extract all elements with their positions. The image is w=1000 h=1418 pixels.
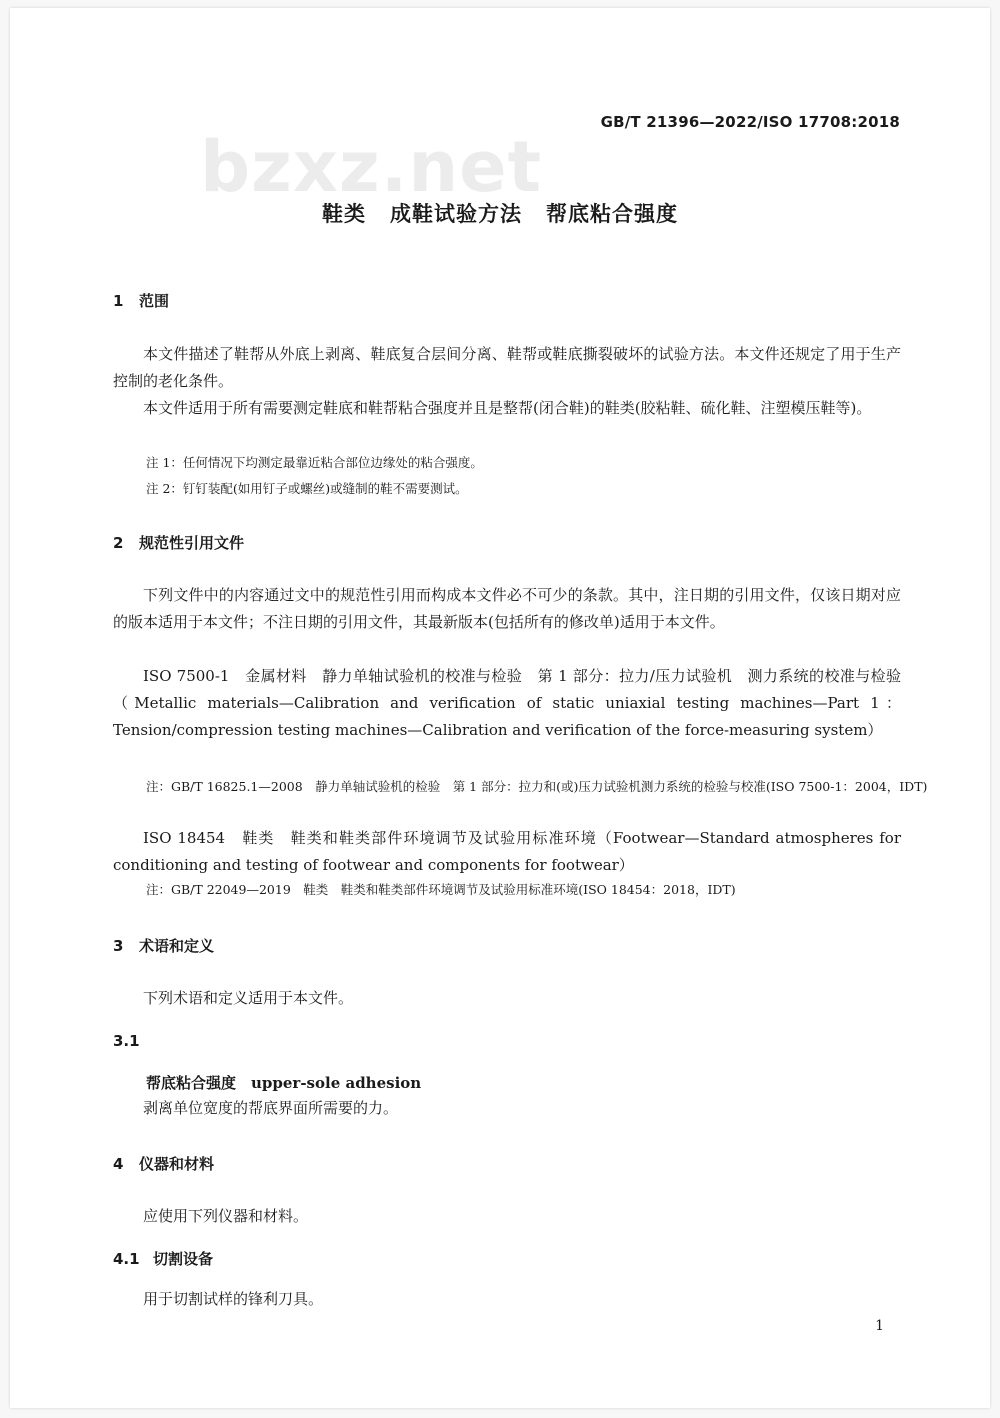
section-3-heading [113, 935, 214, 956]
subsection-4-1-heading [113, 1248, 213, 1269]
subsection-3-1 [113, 1032, 153, 1050]
reference-note-1: 注：GB/T 16825.1—2008 静力单轴试验机的检验 第 1 部分：拉力和(或)压力试验机测力系统的检验与校准(ISO 7500-1：2004，IDT) [146, 779, 928, 794]
subsection-title: 切割设备 [153, 1250, 214, 1268]
title-part-3: 帮底粘合强度 [546, 202, 678, 226]
section-1-heading [113, 290, 169, 311]
section-title: 仪器和材料 [139, 1155, 215, 1173]
section-2-paragraph-1: 下列文件中的内容通过文中的规范性引用而构成本文件必不可少的条款。其中，注日期的引用文件，仅该日期对应的版本适用于本文件；不注日期的引用文件，其最新版本(包括所有的修改单)适用于本文件。 [113, 586, 901, 631]
standard-code: GB/T 21396—2022/ISO 17708:2018 [600, 113, 900, 131]
section-3-paragraph-1: 下列术语和定义适用于本文件。 [143, 989, 354, 1007]
section-1-note-2: 注 2：钉钉装配(如用钉子或螺丝)或缝制的鞋不需要测试。 [146, 481, 468, 496]
title-part-1: 鞋类 [322, 202, 366, 226]
title-part-2: 成鞋试验方法 [390, 202, 522, 226]
section-4-paragraph-1: 应使用下列仪器和材料。 [143, 1207, 309, 1225]
document-page [10, 8, 990, 1408]
section-number: 4 [113, 1155, 124, 1173]
page-number: 1 [875, 1318, 884, 1334]
section-number: 1 [113, 292, 124, 310]
section-1-note-1: 注 1：任何情况下均测定最靠近粘合部位边缘处的粘合强度。 [146, 455, 483, 470]
section-title: 术语和定义 [139, 937, 215, 955]
reference-iso-18454: ISO 18454 鞋类 鞋类和鞋类部件环境调节及试验用标准环境（Footwear—Standard atmospheres for conditioning and testing of footwear and components for footwear） [113, 829, 901, 874]
subsection-4-1-text: 用于切割试样的锋利刀具。 [143, 1290, 324, 1308]
section-number: 3 [113, 937, 124, 955]
section-1-paragraph-2: 本文件适用于所有需要测定鞋底和鞋帮粘合强度并且是整帮(闭合鞋)的鞋类(胶粘鞋、硫化鞋、注塑模压鞋等)。 [143, 399, 872, 417]
section-title: 规范性引用文件 [139, 534, 245, 552]
section-2-heading [113, 532, 244, 553]
document-title [10, 198, 990, 228]
section-4-heading [113, 1153, 214, 1174]
subsection-number: 3.1 [113, 1032, 140, 1050]
section-1-paragraph-1: 本文件描述了鞋帮从外底上剥离、鞋底复合层间分离、鞋帮或鞋底撕裂破坏的试验方法。本文件还规定了用于生产控制的老化条件。 [113, 345, 901, 390]
term-definition: 剥离单位宽度的帮底界面所需要的力。 [143, 1099, 399, 1117]
section-title: 范围 [139, 292, 170, 310]
watermark: bzxz.net [200, 126, 543, 208]
section-number: 2 [113, 534, 124, 552]
reference-iso-7500-1: ISO 7500-1 金属材料 静力单轴试验机的校准与检验 第 1 部分：拉力/压力试验机 测力系统的校准与检验（Metallic materials—Calibration and verification of static uniaxial testing machines—Part 1：Tension/compression testing machines—Calibration and verification of the force-measuring system） [113, 667, 901, 739]
term-upper-sole-adhesion: 帮底粘合强度 upper-sole adhesion [146, 1074, 422, 1092]
subsection-number: 4.1 [113, 1250, 140, 1268]
reference-note-2: 注：GB/T 22049—2019 鞋类 鞋类和鞋类部件环境调节及试验用标准环境(ISO 18454：2018，IDT) [146, 882, 736, 897]
